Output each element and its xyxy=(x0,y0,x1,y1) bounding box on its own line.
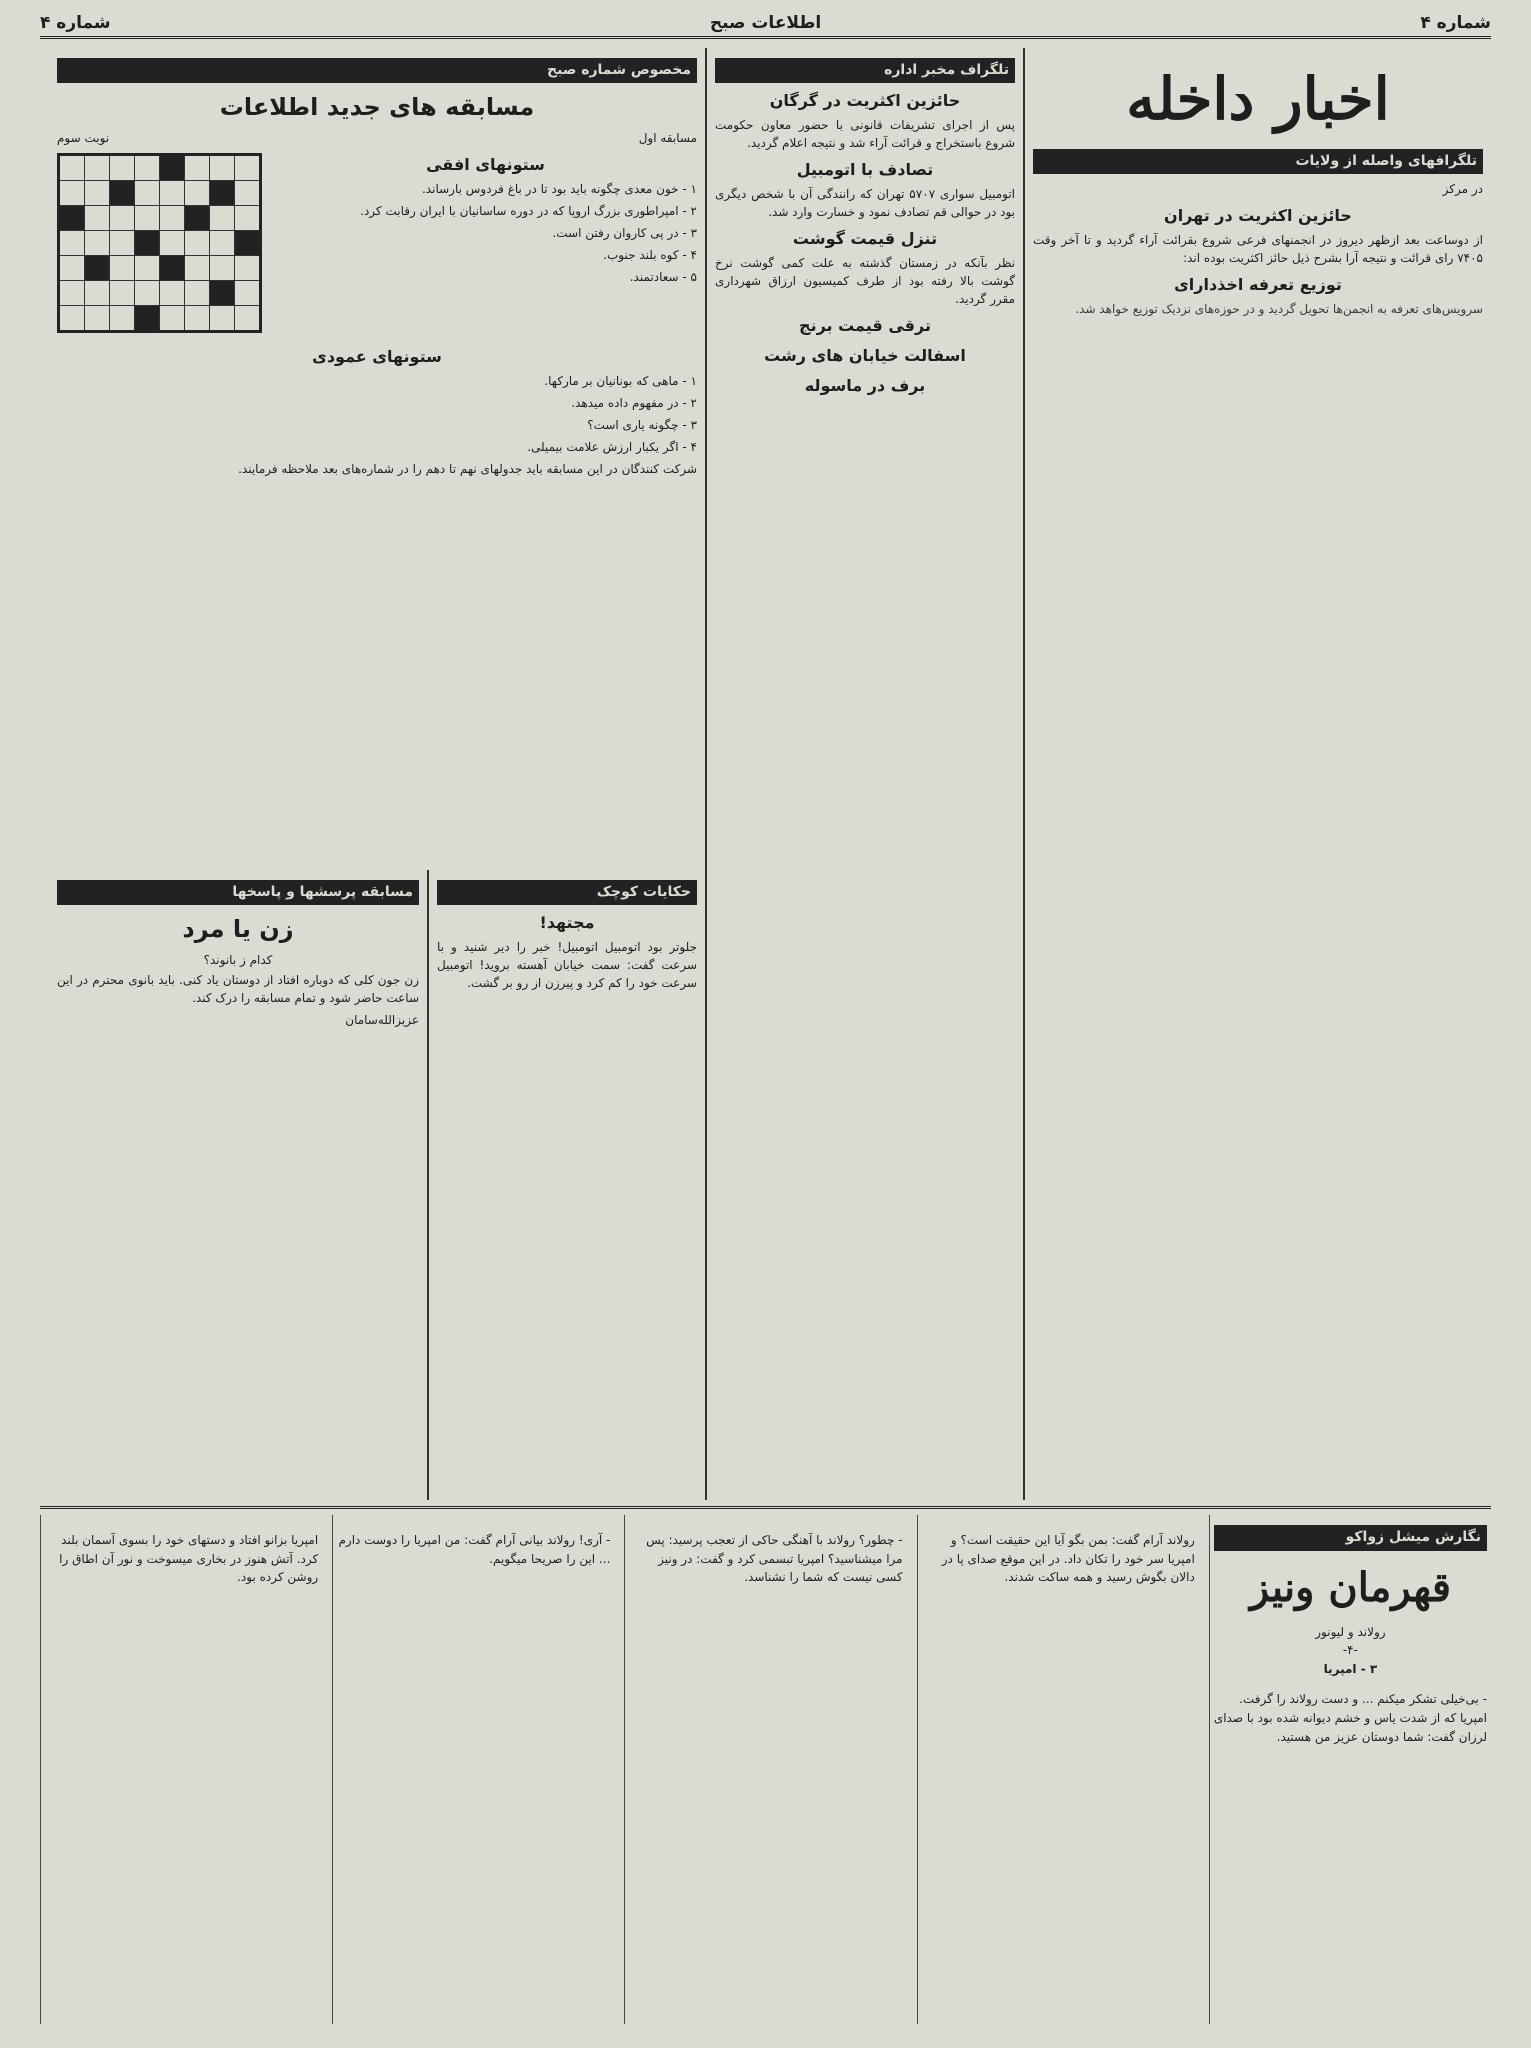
crossword-area xyxy=(57,147,697,339)
clue: ۳ - چگونه یاری است؟ xyxy=(587,418,697,432)
short-story-column xyxy=(427,870,705,1500)
qa-body: زن جون کلی که دوباره افتاد از دوستان یاد کنی. باید بانوی محترم در این ساعت حاضر شود و تمام مسابقه را درک کند. xyxy=(57,973,419,1005)
headline: حائزین اکثریت در تهران xyxy=(1164,206,1352,225)
contest-column xyxy=(49,48,705,858)
serial-column xyxy=(624,1515,906,2024)
crossword-clues xyxy=(274,147,697,339)
short-story-subtitle: مجتهد! xyxy=(539,913,595,932)
contest-turn: نوبت سوم xyxy=(57,131,110,145)
article-body: از دوساعت بعد ازظهر دیروز در انجمنهای فرعی شروع بقرائت آراء گردید و تا آخر وقت ۷۴۰۵ رای قرائت و نتیجه آرا بشرح ذیل حائز اکثریت بوده اند: xyxy=(1033,233,1483,265)
telegraph-title: تلگراف مخبر اداره xyxy=(715,58,1015,83)
contest-note: شرکت کنندگان در این مسابقه باید جدولهای نهم تا دهم را در شماره‌های بعد ملاحظه فرمایند. xyxy=(238,462,697,476)
page-number: شماره ۴ xyxy=(1420,13,1491,33)
serial-title: قهرمان ونیز xyxy=(1249,1563,1451,1611)
clue: ۴ - کوه بلند جنوب. xyxy=(603,248,697,262)
serial-part: -۴- xyxy=(1342,1643,1358,1658)
serial-column xyxy=(40,1515,322,2024)
qa-question: کدام ز بانوند؟ xyxy=(203,953,273,967)
serial-tag: نگارش میشل زواکو xyxy=(1214,1525,1487,1551)
clue: ۱ - خون معدی چگونه باید بود تا در باغ فردوس بارساند. xyxy=(421,182,697,196)
crossword-grid xyxy=(57,153,262,333)
headline: توزیع تعرفه اخذدارای xyxy=(1174,275,1342,294)
domestic-news-title: اخبار داخله xyxy=(1126,65,1390,133)
serial-text: - چطور؟ رولاند با آهنگی حاکی از تعجب پرسید: پس مرا میشناسید؟ امپریا تبسمی کرد و گفت: در ونیز کسی نیست که شما را نشناسد. xyxy=(646,1533,903,1585)
telegraph-column xyxy=(705,48,1023,1500)
qa-column xyxy=(49,870,427,1500)
serial-intro xyxy=(1209,1515,1491,2024)
domestic-news-column xyxy=(1023,48,1491,1500)
down-title: ستونهای عمودی xyxy=(312,347,442,366)
headline: حائزین اکثریت در گرگان xyxy=(769,91,961,110)
serial-column xyxy=(332,1515,614,2024)
qa-signature: عزیزالله‌سامان xyxy=(345,1013,419,1027)
headline: برف در ماسوله xyxy=(804,376,926,395)
article-body: پس از اجرای تشریفات قانونی با حضور معاون حکومت شروع باستخراج و قرائت آراء شد و نتیجه اعلام گردید. xyxy=(715,118,1015,150)
serial-text: - بی‌خیلی تشکر میکنم ... و دست رولاند را گرفت. امپریا که از شدت یاس و خشم دیوانه شده بود با صدای لرزان گفت: شما دوستان عزیز من هستید. xyxy=(1213,1692,1487,1744)
contest-meta xyxy=(57,129,697,147)
clue: ۴ - اگر یکبار ارزش علامت بیمیلی. xyxy=(527,440,697,454)
headline: ترقی قیمت برنج xyxy=(799,316,931,335)
clue: ۲ - در مفهوم داده میدهد. xyxy=(571,396,697,410)
short-story-body: جلوتر بود اتومبیل اتومبیل! خبر را دیر شنید و با سرعت گفت: سمت خیابان آهسته بروید! اتومبیل سرعت خود را کم کرد و پیرزن از رو بر گشت. xyxy=(437,940,697,990)
contest-title: مسابقه های جدید اطلاعات xyxy=(219,93,535,121)
qa-title: مسابقه پرسشها و پاسخها xyxy=(57,880,419,905)
article-body: اتومبیل سواری ۵۷۰۷ تهران که رانندگی آن با شخص دیگری بود در حوالی قم تصادف نمود و خسارت وارد شد. xyxy=(715,187,1015,219)
headline: تنزل قیمت گوشت xyxy=(792,229,938,248)
article-body: سرویس‌های تعرفه به انجمن‌ها تحویل گردید و در حوزه‌های نزدیک توزیع خواهد شد. xyxy=(1075,302,1483,316)
paper-name: اطلاعات صبح xyxy=(709,13,822,33)
serial-subtitle: رولاند و لیونور xyxy=(1315,1624,1386,1639)
headline: اسفالت خیابان های رشت xyxy=(764,346,966,365)
article-body: نظر بآنکه در زمستان گذشته به علت کمی گوشت نرخ گوشت بالا رفته بود از طرف کمیسیون ارزاق شهرداری مقرر گردید. xyxy=(715,256,1015,306)
section-label: در مرکز xyxy=(1442,182,1483,196)
issue-number: شماره ۴ xyxy=(40,13,111,33)
serial-section xyxy=(40,1506,1491,2024)
clue: ۲ - امپراطوری بزرگ اروپا که در دوره ساسانیان با ایران رقابت کرد. xyxy=(360,204,697,218)
serial-text: - آری! رولاند بیانی آرام گفت: من امپریا را دوست دارم ... این را صریحا میگویم. xyxy=(338,1533,611,1566)
short-story-title: حکایات کوچک xyxy=(437,880,697,905)
clue: ۱ - ماهی که بونانیان بر مارکها. xyxy=(544,374,697,388)
across-title: ستونهای افقی xyxy=(426,155,545,174)
serial-text: امپریا بزانو افتاد و دستهای خود را بسوی آسمان بلند کرد. آتش هنوز در بخاری میسوخت و نور آن اطاق را روشن کرده بود. xyxy=(59,1533,319,1585)
serial-chapter: ۳ - امپریا xyxy=(1323,1661,1378,1676)
contest-round: مسابقه اول xyxy=(638,131,697,145)
masthead xyxy=(40,10,1491,39)
serial-text: رولاند آرام گفت: بمن بگو آیا این حقیقت است؟ و امپریا سر خود را تکان داد. در این موقع صدای پا در دالان بگوش رسید و همه ساکت شدند. xyxy=(941,1533,1195,1585)
contest-sidebar: مخصوص شماره صبح xyxy=(57,58,697,83)
clue: ۳ - در پی کاروان رفتن است. xyxy=(552,226,697,240)
qa-headline: زن یا مرد xyxy=(182,915,294,943)
headline: تصادف با اتومبیل xyxy=(796,160,934,179)
serial-column xyxy=(917,1515,1199,2024)
clue: ۵ - سعادتمند. xyxy=(629,270,697,284)
domestic-news-subtitle: تلگرافهای واصله از ولایات xyxy=(1033,149,1483,174)
